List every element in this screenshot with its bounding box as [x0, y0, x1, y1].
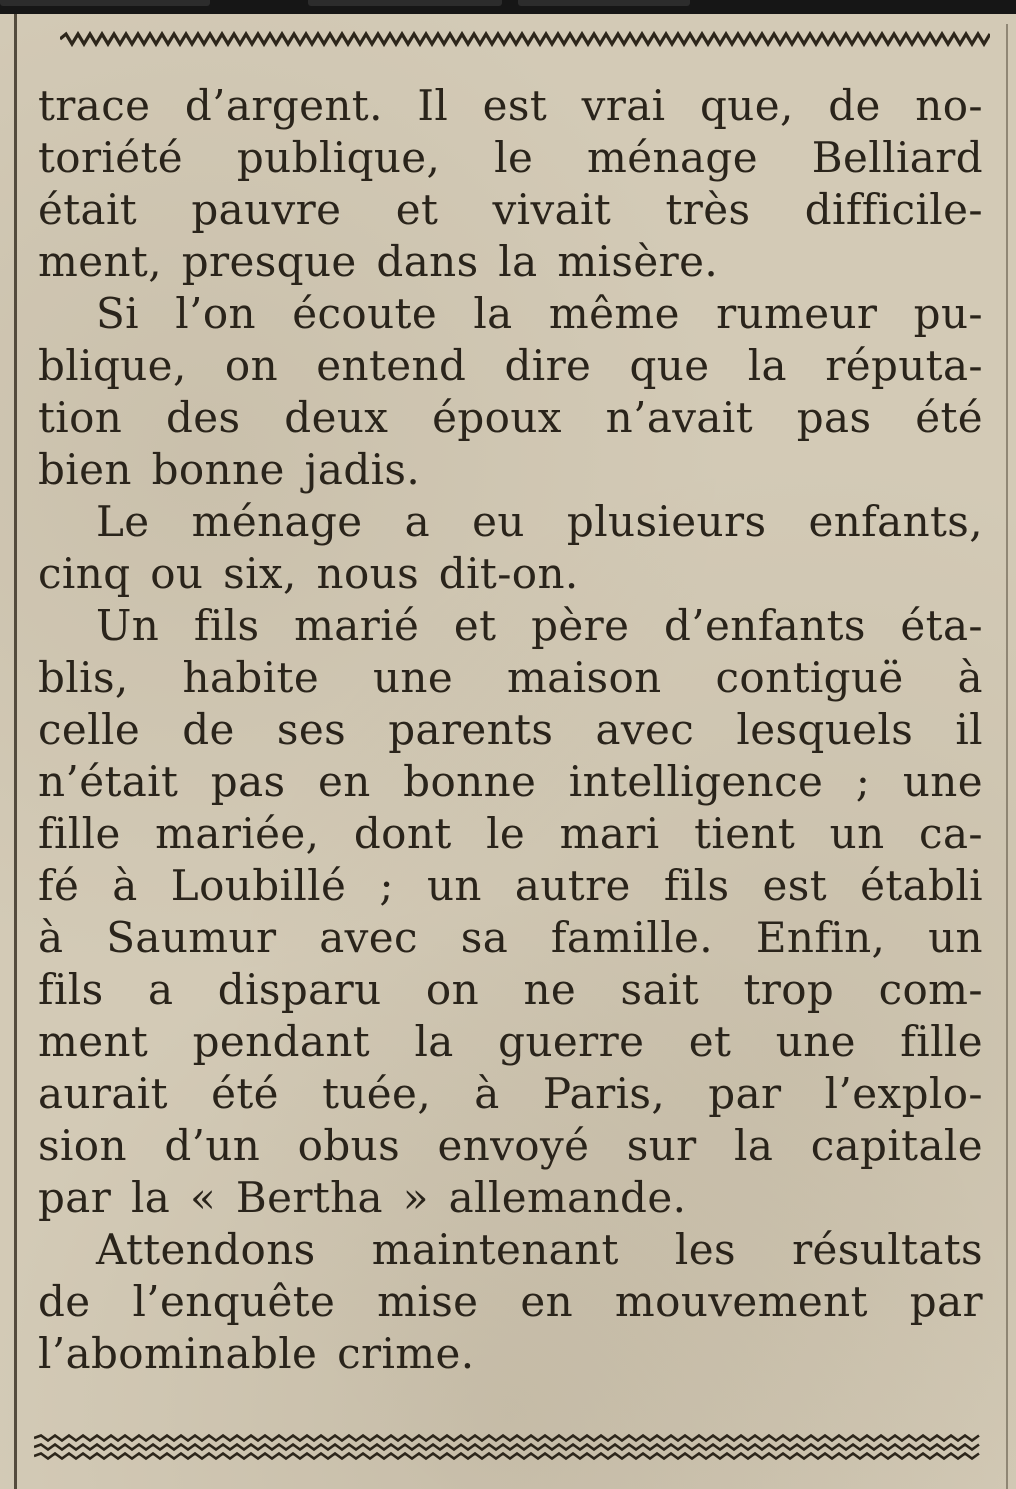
text-line: blique, on entend dire que la réputa-	[38, 341, 983, 390]
text-line: cinq ou six, nous dit-on.	[38, 549, 579, 598]
paragraph-2	[38, 288, 983, 496]
text-line: à Saumur avec sa famille. Enfin, un	[38, 913, 983, 962]
paragraph-4	[38, 600, 983, 1224]
text-line: fils a disparu on ne sait trop com-	[38, 965, 983, 1014]
text-line: ment, presque dans la misère.	[38, 237, 719, 286]
wave-line-2	[34, 1445, 979, 1450]
ornamental-wave-divider-top	[60, 28, 990, 50]
text-line: sion d’un obus envoyé sur la capitale	[38, 1121, 983, 1170]
paragraph-1	[38, 80, 983, 288]
paragraph-3	[38, 496, 983, 600]
text-line: n’était pas en bonne intelligence ; une	[38, 757, 983, 806]
text-line: l’abominable crime.	[38, 1329, 475, 1378]
text-line: fille mariée, dont le mari tient un ca-	[38, 809, 983, 858]
text-line: celle de ses parents avec lesquels il	[38, 705, 983, 754]
text-line: Si l’on écoute la même rumeur pu-	[96, 289, 983, 338]
text-line: Le ménage a eu plusieurs enfants,	[96, 497, 983, 546]
column-rule-left	[14, 14, 17, 1489]
viewer-tab-3[interactable]	[518, 0, 690, 6]
text-line: blis, habite une maison contiguë à	[38, 653, 983, 702]
text-line: par la « Bertha » allemande.	[38, 1173, 687, 1222]
text-line: trace d’argent. Il est vrai que, de no-	[38, 81, 983, 130]
text-line: de l’enquête mise en mouvement par	[38, 1277, 983, 1326]
text-line: aurait été tuée, à Paris, par l’explo-	[38, 1069, 983, 1118]
paragraph-5	[38, 1224, 983, 1380]
ornamental-wave-divider-bottom	[34, 1430, 984, 1464]
wave-line-3	[34, 1454, 979, 1459]
text-line: fé à Loubillé ; un autre fils est établi	[38, 861, 983, 910]
viewer-tab-2[interactable]	[308, 0, 502, 6]
text-line: Un fils marié et père d’enfants éta-	[96, 601, 983, 650]
text-line: tion des deux époux n’avait pas été	[38, 393, 983, 442]
viewer-tab-1[interactable]	[0, 0, 210, 6]
text-line: était pauvre et vivait très difficile-	[38, 185, 983, 234]
article-text	[38, 80, 983, 1380]
text-line: ment pendant la guerre et une fille	[38, 1017, 983, 1066]
text-line: Attendons maintenant les résultats	[96, 1225, 983, 1274]
wave-line-1	[34, 1436, 979, 1441]
column-rule-right	[1006, 24, 1008, 1489]
text-line: bien bonne jadis.	[38, 445, 421, 494]
text-line: toriété publique, le ménage Belliard	[38, 133, 983, 182]
